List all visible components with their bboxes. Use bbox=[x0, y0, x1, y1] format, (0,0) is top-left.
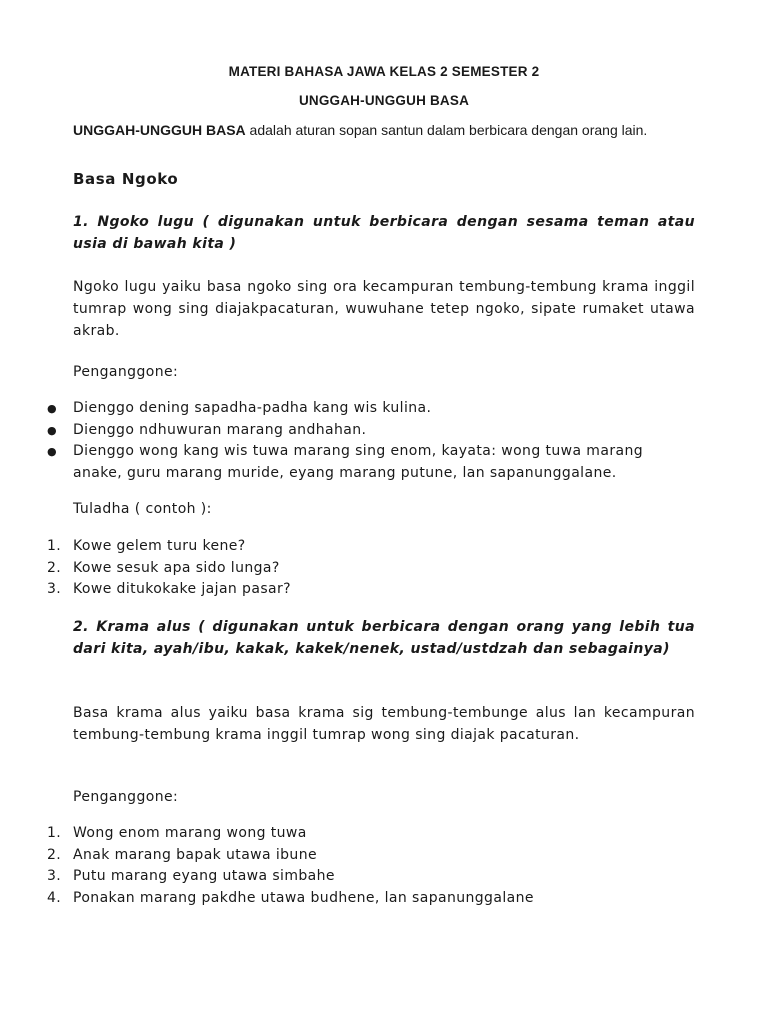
bullet-icon: ● bbox=[47, 423, 57, 437]
document-title: MATERI BAHASA JAWA KELAS 2 SEMESTER 2 bbox=[228, 64, 540, 79]
list-number: 3. bbox=[47, 868, 62, 884]
list-number: 2. bbox=[47, 559, 62, 576]
list-item bbox=[0, 398, 700, 420]
ngoko-lugu-description: Ngoko lugu yaiku basa ngoko sing ora kecampuran tembung-tembung krama inggil tumrap wong sing diajakpacaturan, wuwuhane tetep ngoko, sipate rumaket utawa akrab. bbox=[73, 279, 695, 339]
list-number: 2. bbox=[47, 846, 62, 863]
list-item bbox=[0, 441, 700, 484]
list-item bbox=[0, 866, 700, 888]
intro-paragraph bbox=[73, 120, 693, 141]
list-item-text: Dienggo dening sapadha-padha kang wis kulina. bbox=[73, 400, 432, 416]
ngoko-lugu-usage-label: Penganggone: bbox=[73, 364, 179, 380]
list-item-text: Dienggo ndhuwuran marang andhahan. bbox=[73, 421, 367, 438]
krama-alus-description: Basa krama alus yaiku basa krama sig tembung-tembunge alus lan kecampuran tembung-tembung krama inggil tumrap wong sing diajak pacaturan. bbox=[73, 705, 695, 743]
list-number: 4. bbox=[47, 889, 62, 906]
ngoko-lugu-heading: 1. Ngoko lugu ( digunakan untuk berbicara dengan sesama teman atau usia di bawah kita ) bbox=[73, 214, 695, 252]
list-item bbox=[0, 420, 700, 442]
intro-definition: adalah aturan sopan santun dalam berbicara dengan orang lain. bbox=[245, 122, 648, 138]
list-item-text: Putu marang eyang utawa simbahe bbox=[73, 868, 335, 884]
list-item-text: Kowe gelem turu kene? bbox=[73, 538, 246, 554]
section-heading: Basa Ngoko bbox=[73, 170, 179, 188]
list-item-text: Kowe ditukokake jajan pasar? bbox=[73, 581, 291, 597]
list-number: 1. bbox=[47, 538, 62, 554]
list-item bbox=[0, 888, 700, 910]
list-item bbox=[0, 558, 700, 580]
krama-alus-heading: 2. Krama alus ( digunakan untuk berbicara dengan orang yang lebih tua dari kita, ayah/ibu, kakak, kakek/nenek, ustad/ustdzah dan sebagainya) bbox=[73, 619, 695, 657]
list-item bbox=[0, 536, 700, 558]
ngoko-lugu-example-label: Tuladha ( contoh ): bbox=[73, 501, 212, 517]
krama-alus-usage-label: Penganggone: bbox=[73, 789, 179, 805]
list-number: 1. bbox=[47, 825, 62, 841]
list-item-text: Ponakan marang pakdhe utawa budhene, lan sapanunggalane bbox=[73, 889, 534, 906]
list-item-text: Dienggo wong kang wis tuwa marang sing enom, kayata: wong tuwa marang anake, guru marang muride, eyang marang putune, lan sapanunggalane. bbox=[73, 443, 644, 481]
krama-alus-usage-list bbox=[0, 823, 700, 909]
list-number: 3. bbox=[47, 581, 62, 597]
list-item bbox=[0, 579, 700, 601]
bullet-icon: ● bbox=[47, 445, 57, 458]
list-item-text: Kowe sesuk apa sido lunga? bbox=[73, 559, 280, 576]
document-subtitle: UNGGAH-UNGGUH BASA bbox=[298, 93, 470, 108]
list-item-text: Anak marang bapak utawa ibune bbox=[73, 846, 317, 863]
list-item bbox=[0, 823, 700, 845]
ngoko-lugu-usage-list bbox=[0, 398, 700, 484]
ngoko-lugu-example-list bbox=[0, 536, 700, 601]
list-item bbox=[0, 845, 700, 867]
list-item-text: Wong enom marang wong tuwa bbox=[73, 825, 307, 841]
intro-term: UNGGAH-UNGGUH BASA bbox=[73, 122, 246, 138]
bullet-icon: ● bbox=[47, 402, 57, 415]
